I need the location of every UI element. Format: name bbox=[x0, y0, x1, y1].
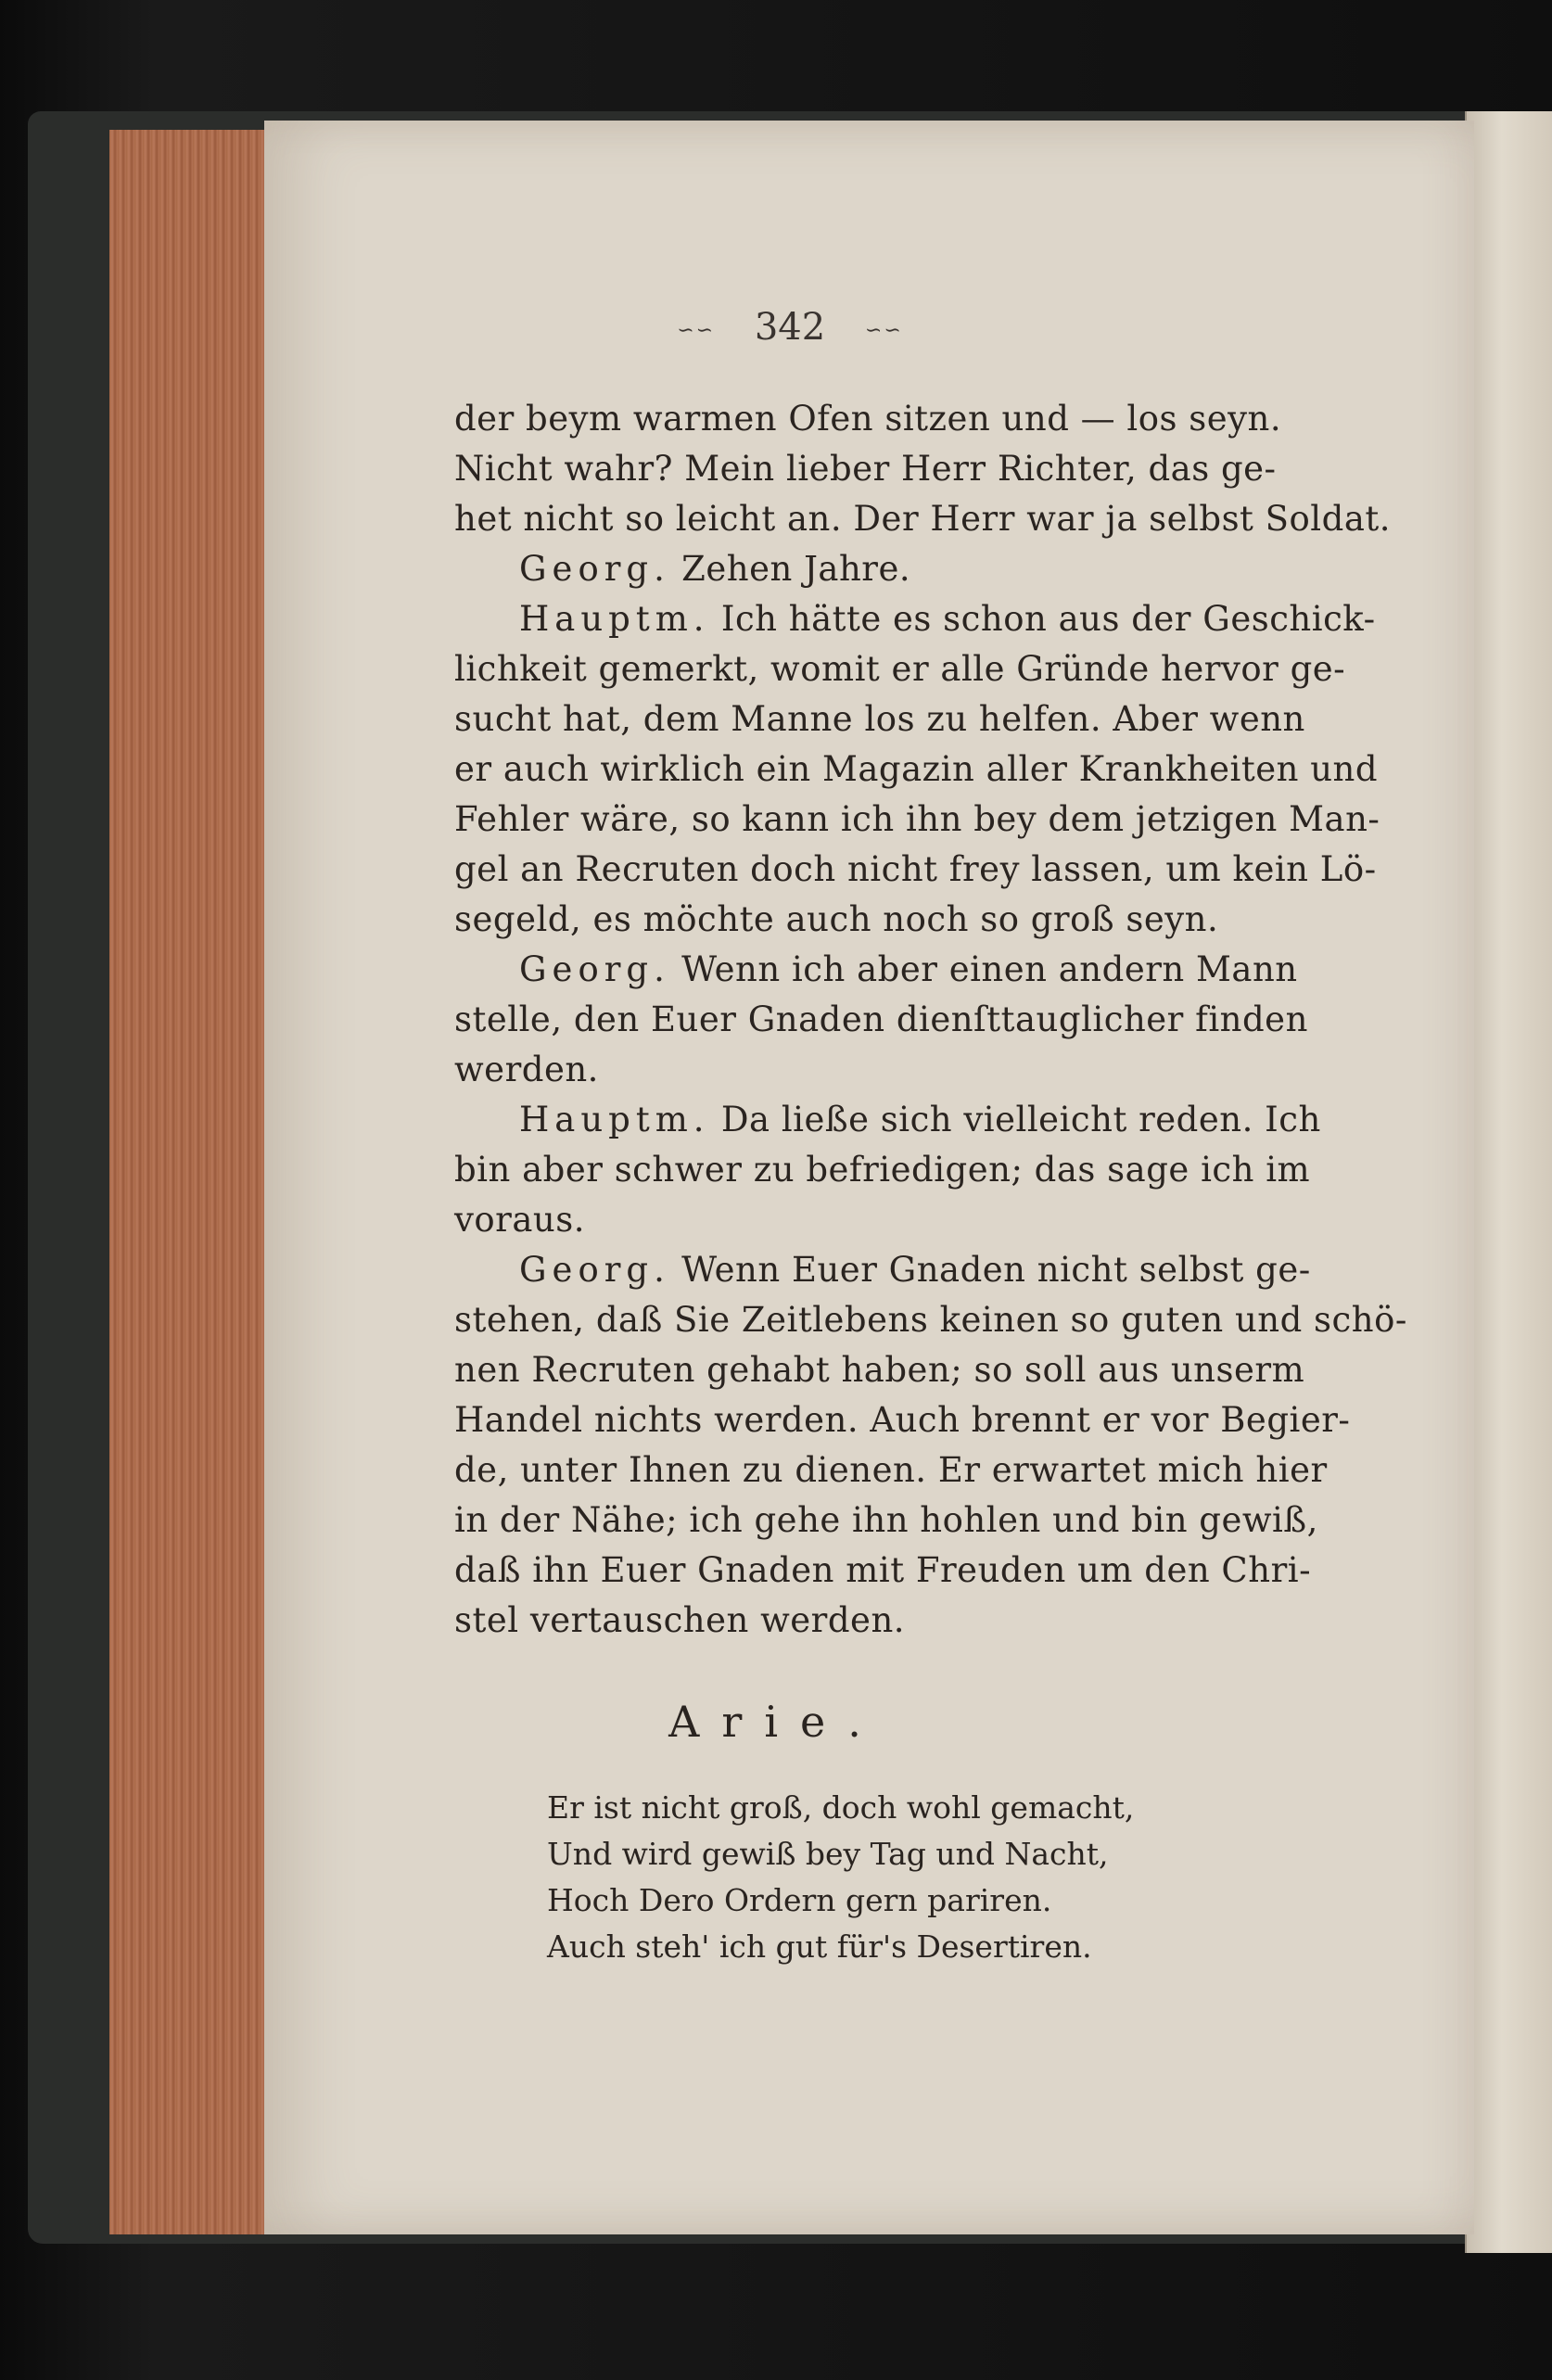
text-line: stehen, daß Sie Zeitlebens keinen so guten und schö- bbox=[454, 1300, 1407, 1340]
verse-line: Hoch Dero Ordern gern pariren. bbox=[547, 1882, 1052, 1918]
dialogue-text: Ich hätte es schon aus der Geschick- bbox=[720, 599, 1376, 639]
page-edges bbox=[109, 130, 267, 2234]
dialogue-georg-2 bbox=[519, 949, 1298, 989]
text-line: Fehler wäre, so kann ich ihn bey dem jetzigen Man- bbox=[454, 799, 1380, 839]
ornament-left-icon: ∽∽ bbox=[677, 318, 716, 342]
dialogue-hauptm-2 bbox=[519, 1100, 1321, 1139]
text-line: in der Nähe; ich gehe ihn hohlen und bin gewiß, bbox=[454, 1500, 1318, 1540]
page-number: 342 bbox=[754, 306, 826, 349]
text-line: stel vertauschen werden. bbox=[454, 1600, 906, 1640]
dialogue-text: Zehen Jahre. bbox=[681, 549, 911, 589]
text-line: stelle, den Euer Gnaden dienſttauglicher finden bbox=[454, 999, 1308, 1039]
text-line: sucht hat, dem Manne los zu helfen. Aber wenn bbox=[454, 699, 1305, 739]
speaker-name: Georg. bbox=[519, 549, 670, 589]
text-line: Nicht wahr? Mein lieber Herr Richter, das ge- bbox=[454, 449, 1277, 489]
speaker-name: Hauptm. bbox=[519, 599, 710, 639]
text-line: er auch wirklich ein Magazin aller Krankheiten und bbox=[454, 749, 1379, 789]
text-line: segeld, es möchte auch noch so groß seyn. bbox=[454, 899, 1219, 939]
text-line: voraus. bbox=[454, 1200, 586, 1240]
verse-line: Er ist nicht groß, doch wohl gemacht, bbox=[547, 1789, 1135, 1826]
text-line: der beym warmen Ofen sitzen und — los seyn. bbox=[454, 399, 1282, 439]
verse-line: Auch steh' ich gut für's Desertiren. bbox=[547, 1928, 1092, 1965]
speaker-name: Georg. bbox=[519, 1250, 670, 1290]
text-line: het nicht so leicht an. Der Herr war ja selbst Soldat. bbox=[454, 499, 1392, 539]
aria-heading: Arie. bbox=[668, 1697, 884, 1747]
dialogue-text: Da ließe sich vielleicht reden. Ich bbox=[720, 1100, 1321, 1139]
dialogue-text: Wenn Euer Gnaden nicht selbst ge- bbox=[681, 1250, 1311, 1290]
dialogue-text: Wenn ich aber einen andern Mann bbox=[681, 949, 1298, 989]
dialogue-georg-1 bbox=[519, 549, 910, 589]
text-line: bin aber schwer zu befriedigen; das sage ich im bbox=[454, 1150, 1311, 1190]
next-page-edge bbox=[1465, 111, 1552, 2253]
text-line: nen Recruten gehabt haben; so soll aus unserm bbox=[454, 1350, 1305, 1390]
text-line: lichkeit gemerkt, womit er alle Gründe hervor ge- bbox=[454, 649, 1346, 689]
text-line: werden. bbox=[454, 1050, 599, 1089]
speaker-name: Hauptm. bbox=[519, 1100, 710, 1139]
page-header bbox=[0, 306, 1552, 349]
speaker-name: Georg. bbox=[519, 949, 670, 989]
text-line: de, unter Ihnen zu dienen. Er erwartet mich hier bbox=[454, 1450, 1328, 1490]
text-line: gel an Recruten doch nicht frey lassen, um kein Lö- bbox=[454, 849, 1377, 889]
ornament-right-icon: ∽∽ bbox=[864, 318, 903, 342]
dialogue-hauptm-1 bbox=[519, 599, 1376, 639]
verse-line: Und wird gewiß bey Tag und Nacht, bbox=[547, 1836, 1109, 1872]
text-line: Handel nichts werden. Auch brennt er vor Begier- bbox=[454, 1400, 1351, 1440]
dialogue-georg-3 bbox=[519, 1250, 1311, 1290]
text-line: daß ihn Euer Gnaden mit Freuden um den Chri- bbox=[454, 1550, 1312, 1590]
